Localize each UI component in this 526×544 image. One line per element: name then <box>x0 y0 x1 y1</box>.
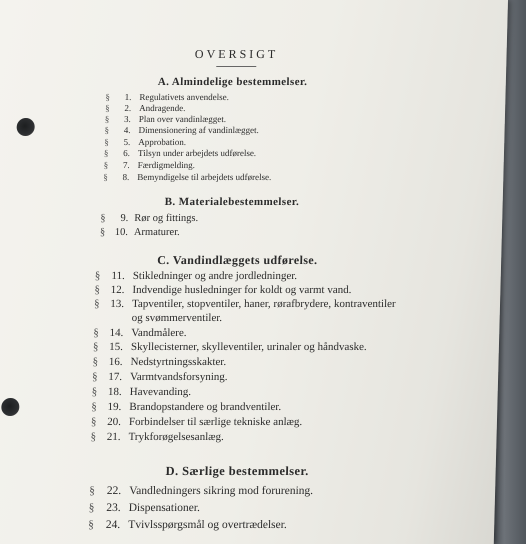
section-symbol: § <box>88 519 95 531</box>
item-text: Plan over vandinlægget. <box>138 114 227 124</box>
section-symbol: § <box>91 401 97 413</box>
item-number: 9. <box>120 213 129 224</box>
item-number: 10. <box>114 227 129 238</box>
section-symbol: § <box>104 114 110 124</box>
item-number: 24. <box>105 519 121 531</box>
section-heading-a: A. Almindelige bestemmelser. <box>157 76 308 88</box>
section-heading-c: C. Vandindlæggets udførelse. <box>157 253 318 267</box>
item-text: Andragende. <box>139 103 186 113</box>
section-symbol: § <box>104 137 109 147</box>
item-number: 16. <box>108 356 123 368</box>
section-symbol: § <box>103 160 109 170</box>
item-text: Tilsyn under arbejdets udførelse. <box>137 148 257 158</box>
section-symbol: § <box>103 148 109 158</box>
item-text: Færdigmelding. <box>137 160 196 170</box>
item-number: 15. <box>109 341 124 353</box>
item-number: 18. <box>107 386 122 398</box>
item-number: 4. <box>123 125 131 135</box>
section-symbol: § <box>91 386 98 398</box>
item-number: 11. <box>111 270 125 282</box>
item-number: 23. <box>106 502 121 514</box>
item-text: Forbindelser til særlige tekniske anlæg. <box>128 416 303 428</box>
item-number: 8. <box>122 172 130 182</box>
section-symbol: § <box>105 103 110 113</box>
item-text: Vandledningers sikring mod forurening. <box>128 485 314 497</box>
section-symbol: § <box>88 502 95 514</box>
item-number: 21. <box>106 431 121 443</box>
section-symbol: § <box>105 92 111 102</box>
section-symbol: § <box>93 327 99 339</box>
section-symbol: § <box>90 416 97 428</box>
item-number: 14. <box>109 327 124 339</box>
item-number: 13. <box>110 298 125 310</box>
item-text: Tvivlsspørgsmål og overtrædelser. <box>128 519 287 531</box>
section-symbol: § <box>103 172 108 182</box>
item-text: Varmtvandsforsyning. <box>129 371 228 383</box>
section-symbol: § <box>100 213 106 224</box>
section-symbol: § <box>94 270 101 282</box>
item-number: 3. <box>124 114 132 124</box>
section-symbol: § <box>104 125 110 135</box>
item-text: Skyllecisterner, skylleventiler, urinaler og håndvaske. <box>130 341 367 353</box>
item-text: Tapventiler, stopventiler, haner, rørafbrydere, kontraventiler <box>131 298 396 310</box>
item-text: Armaturer. <box>133 227 180 238</box>
item-text: Approbation. <box>138 137 187 147</box>
item-number: 6. <box>123 148 131 158</box>
item-number: 2. <box>124 103 132 113</box>
item-number: 19. <box>107 401 122 413</box>
item-text: Havevanding. <box>129 386 192 398</box>
section-heading-b: B. Materialebestemmelser. <box>164 196 300 208</box>
item-number: 17. <box>108 371 123 383</box>
item-text: Rør og fittings. <box>134 213 199 224</box>
section-symbol: § <box>93 298 100 310</box>
section-symbol: § <box>92 356 99 368</box>
item-number: 5. <box>123 137 131 147</box>
item-text: Regulativets anvendelse. <box>139 92 230 102</box>
item-number: 1. <box>124 92 132 102</box>
item-text: Indvendige husledninger for koldt og varmt vand. <box>132 284 352 296</box>
item-number: 20. <box>107 416 122 428</box>
item-number: 12. <box>110 284 125 296</box>
item-text: Dispensationer. <box>128 502 201 514</box>
item-text: Vandmålere. <box>131 327 187 339</box>
section-symbol: § <box>92 341 99 353</box>
item-text: Trykforøgelsesanlæg. <box>128 431 224 443</box>
section-heading-d: D. Særlige bestemmelser. <box>165 464 309 478</box>
section-symbol: § <box>88 485 96 497</box>
item-text: Brandopstandere og brandventiler. <box>129 401 282 413</box>
page-title: OVERSIGT <box>194 47 279 61</box>
item-number: 7. <box>122 160 130 170</box>
title-underline <box>216 66 256 67</box>
section-symbol: § <box>99 227 106 238</box>
section-symbol: § <box>91 371 98 383</box>
item-text: Nedstyrtningsskakter. <box>130 356 227 368</box>
section-symbol: § <box>90 431 97 443</box>
item-text: Bemyndigelse til arbejdets udførelse. <box>137 172 272 182</box>
section-symbol: § <box>94 284 101 296</box>
item-number: 22. <box>106 485 122 497</box>
item-text: Dimensionering af vandinlægget. <box>138 125 259 135</box>
item-text-continued: og svømmerventiler. <box>131 312 223 324</box>
item-text: Stikledninger og andre jordledninger. <box>132 270 298 282</box>
